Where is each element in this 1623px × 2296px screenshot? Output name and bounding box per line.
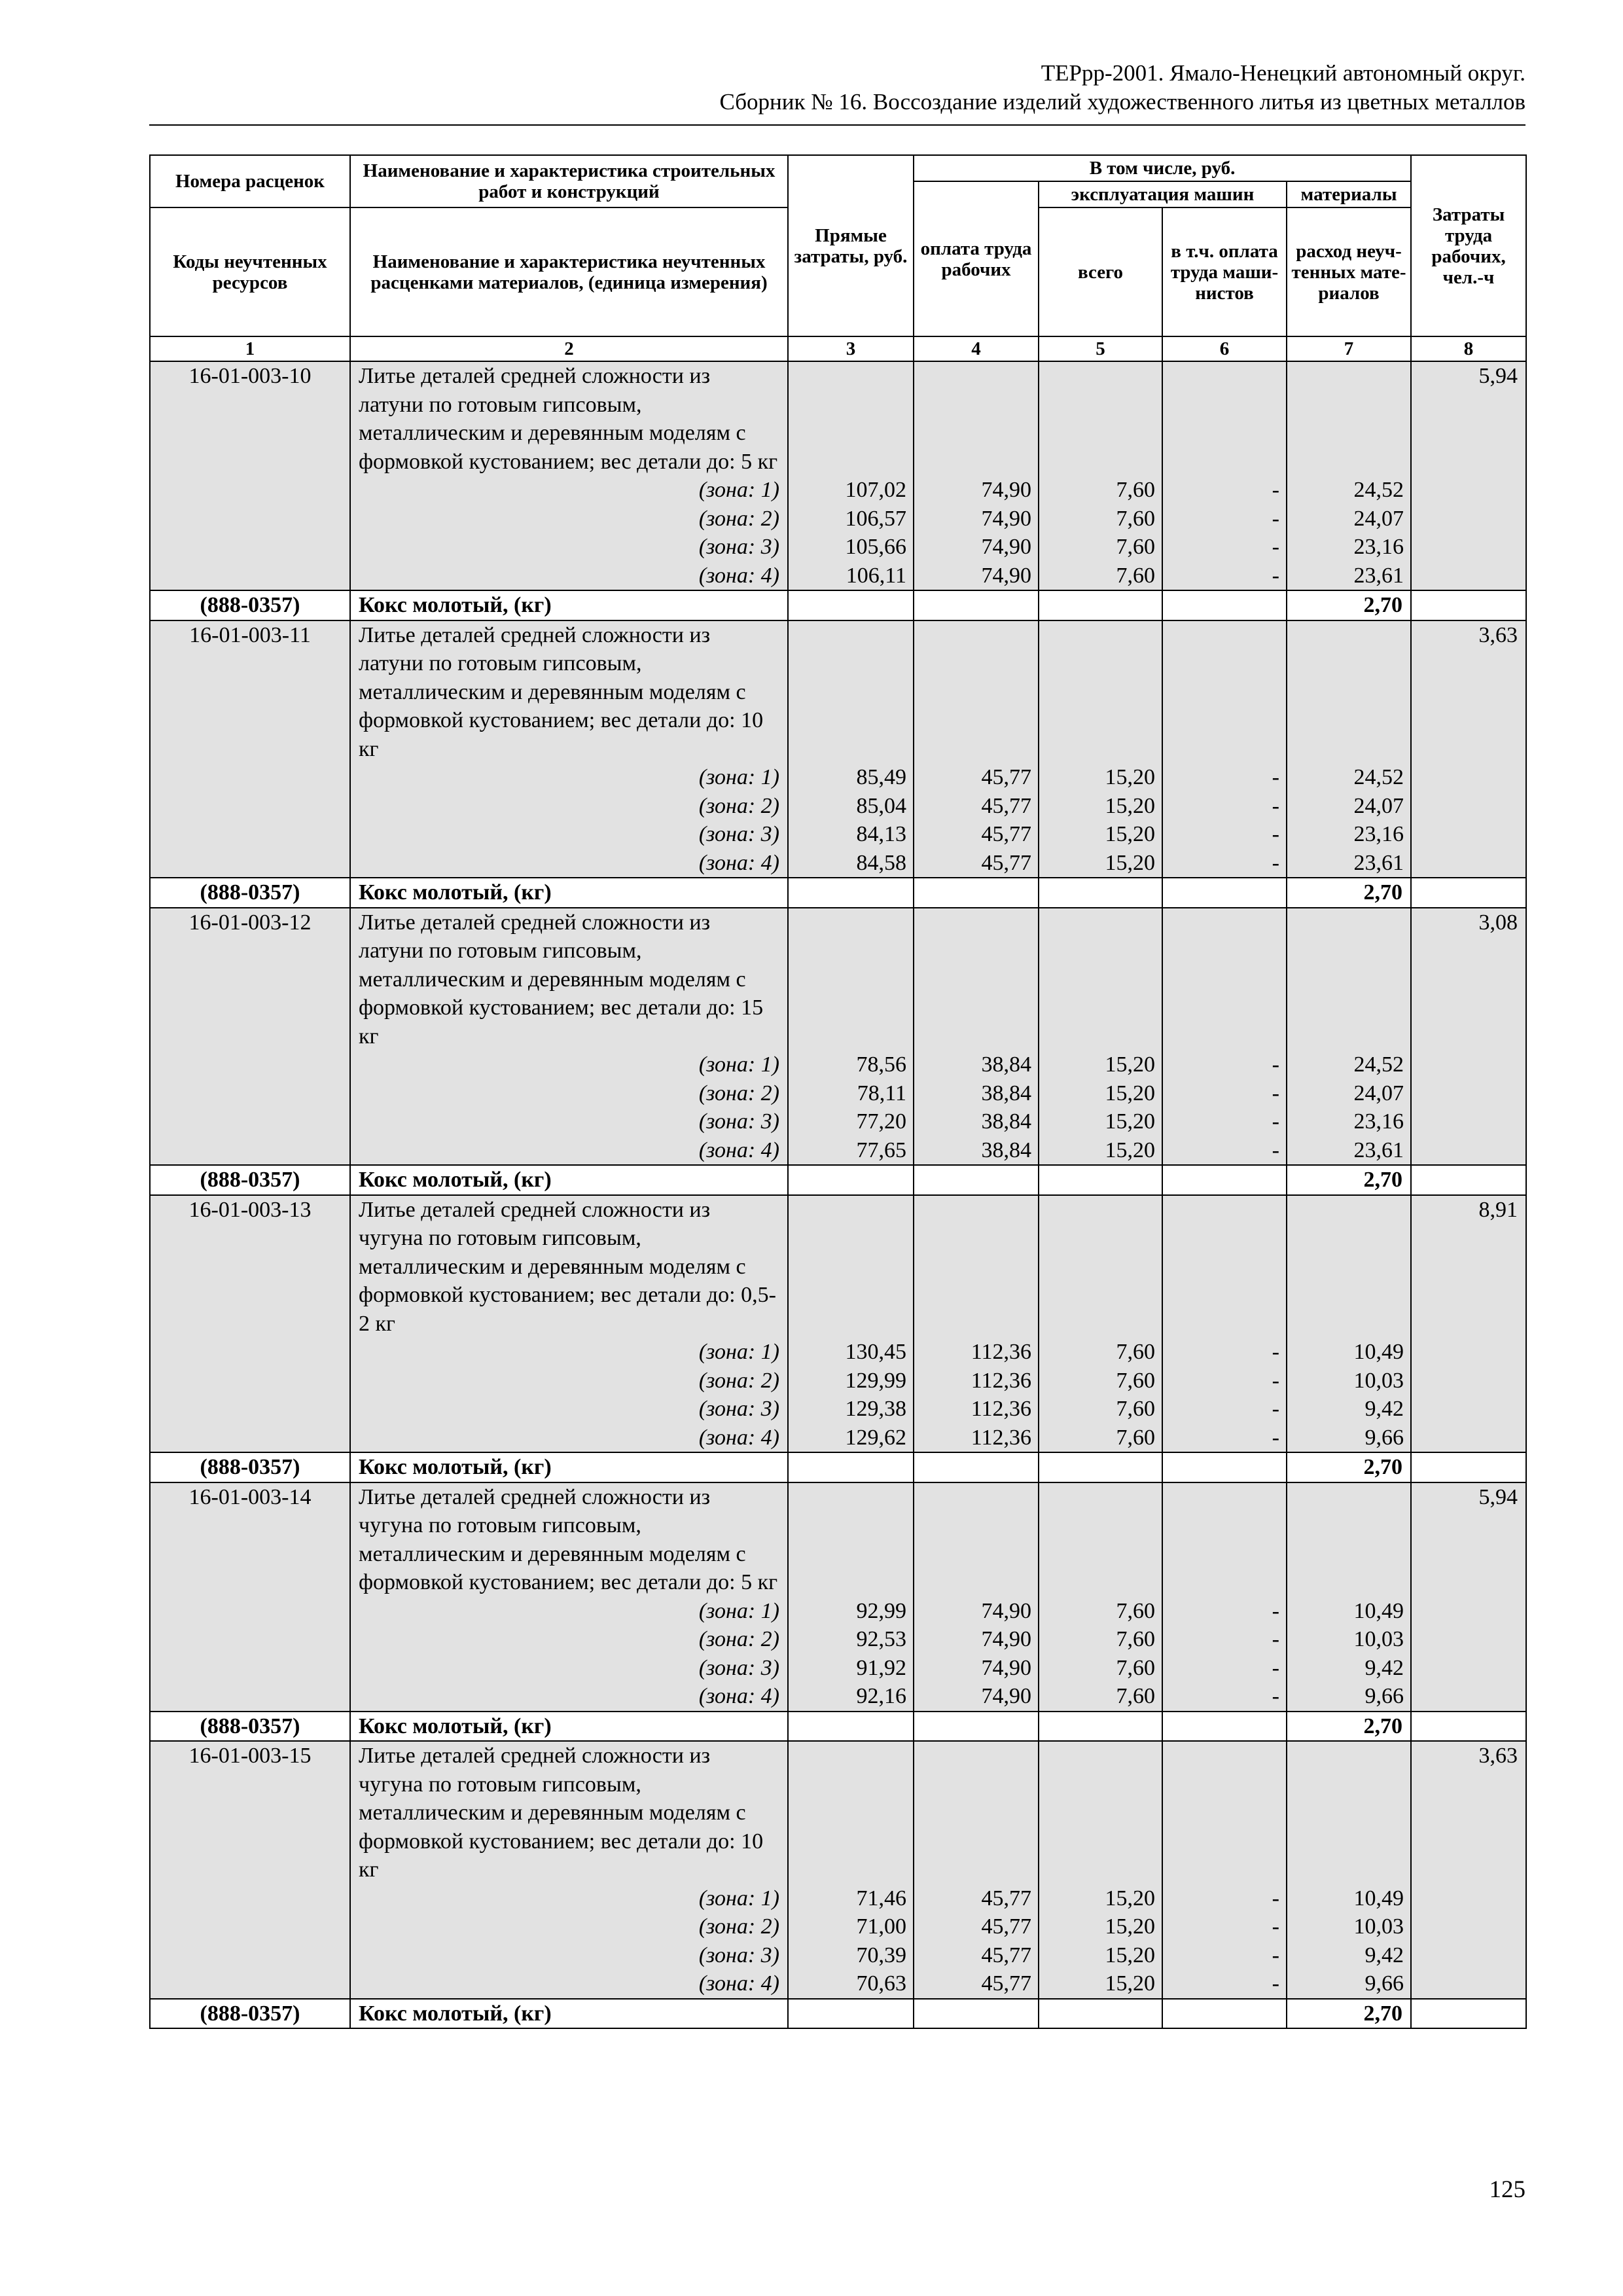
rate-row [150, 908, 1526, 1166]
labor-hours: 3,63 [1411, 1741, 1526, 1999]
empty-cell [1411, 1999, 1526, 2029]
col-number: 4 [914, 336, 1039, 361]
labor-pay: 112,36 [971, 1368, 1031, 1393]
empty-cell [1039, 1165, 1162, 1195]
machinist-pay: - [1272, 1397, 1279, 1421]
direct-cost: 91,92 [856, 1655, 906, 1680]
materials: 9,66 [1364, 1971, 1404, 1996]
machinist-pay-cell [1162, 1482, 1287, 1712]
empty-cell [914, 590, 1039, 620]
machinist-pay: - [1272, 822, 1279, 846]
resource-row [150, 1165, 1526, 1195]
resource-quantity: 2,70 [1287, 1999, 1411, 2029]
empty-cell [1162, 1712, 1287, 1742]
labor-pay: 112,36 [971, 1340, 1031, 1364]
machine-total-cell [1039, 361, 1162, 590]
rate-code: 16-01-003-12 [150, 908, 350, 1166]
zone-label: (зона: 4) [698, 1971, 779, 1996]
table-head [150, 155, 1526, 361]
materials: 23,61 [1353, 563, 1404, 588]
resource-code: (888-0357) [150, 1999, 350, 2029]
empty-cell [914, 1165, 1039, 1195]
resource-code: (888-0357) [150, 1452, 350, 1482]
resource-name: Кокс молотый, (кг) [350, 1999, 788, 2029]
machine-total: 7,60 [1116, 1397, 1155, 1421]
rate-description-cell [350, 908, 788, 1166]
zone-label: (зона: 3) [698, 535, 779, 559]
labor-pay: 38,84 [981, 1081, 1031, 1105]
materials-cell [1287, 1482, 1411, 1712]
rate-code: 16-01-003-15 [150, 1741, 350, 1999]
labor-pay: 45,77 [981, 793, 1031, 818]
empty-cell [788, 1712, 914, 1742]
machine-total: 7,60 [1116, 1598, 1155, 1623]
direct-cost: 106,11 [846, 563, 906, 588]
header-line-2: Сборник № 16. Воссоздание изделий художественного литья из цветных металлов [719, 89, 1525, 115]
materials: 24,07 [1353, 1081, 1404, 1105]
materials: 10,03 [1353, 1914, 1404, 1939]
col-number: 7 [1287, 336, 1411, 361]
labor-pay: 45,77 [981, 1886, 1031, 1910]
materials: 23,16 [1353, 535, 1404, 559]
zone-label: (зона: 4) [698, 1425, 779, 1450]
direct-cost: 77,65 [856, 1138, 906, 1162]
materials: 24,52 [1353, 1052, 1404, 1077]
empty-cell [1162, 1165, 1287, 1195]
machinist-pay: - [1272, 1627, 1279, 1651]
labor-pay: 45,77 [981, 1943, 1031, 1967]
direct-cost: 71,46 [856, 1886, 906, 1910]
zone-label: (зона: 3) [698, 1109, 779, 1134]
machinist-pay-cell [1162, 361, 1287, 590]
rate-description: Литье деталей средней сложности из латуни по готовым гипсовым, металлическим и деревянным моделям с формовкой кустованием; вес детали до: 15 кг [359, 910, 764, 1049]
labor-pay: 45,77 [981, 822, 1031, 846]
empty-cell [1411, 878, 1526, 908]
zone-label: (зона: 2) [698, 793, 779, 818]
machinist-pay-cell [1162, 908, 1287, 1166]
empty-cell [914, 1999, 1039, 2029]
direct-cost: 78,11 [857, 1081, 906, 1105]
resource-name: Кокс молотый, (кг) [350, 1452, 788, 1482]
materials: 9,66 [1364, 1425, 1404, 1450]
zone-label: (зона: 2) [698, 1368, 779, 1393]
rate-row [150, 1482, 1526, 1712]
labor-pay: 74,90 [981, 506, 1031, 531]
materials: 9,42 [1364, 1943, 1404, 1967]
machine-total: 15,20 [1105, 1914, 1155, 1939]
machine-total: 15,20 [1105, 1971, 1155, 1996]
direct-cost: 92,99 [856, 1598, 906, 1623]
empty-cell [1162, 590, 1287, 620]
labor-pay-cell [914, 620, 1039, 878]
direct-cost: 106,57 [845, 506, 906, 531]
machine-total: 7,60 [1116, 1340, 1155, 1364]
zone-label: (зона: 2) [698, 1081, 779, 1105]
labor-pay: 74,90 [981, 1627, 1031, 1651]
resource-row [150, 878, 1526, 908]
empty-cell [1411, 590, 1526, 620]
direct-cost: 107,02 [845, 478, 906, 502]
machine-total: 7,60 [1116, 506, 1155, 531]
materials: 24,52 [1353, 765, 1404, 789]
machine-total-cell [1039, 908, 1162, 1166]
resource-name: Кокс молотый, (кг) [350, 1165, 788, 1195]
th-direct-costs: Прямые затраты, руб. [788, 155, 914, 336]
machine-total: 7,60 [1116, 1368, 1155, 1393]
rate-description: Литье деталей средней сложности из латуни по готовым гипсовым, металлическим и деревянным моделям с формовкой кустованием; вес детали до: 5 кг [359, 364, 778, 474]
th-resource-codes: Коды неучтенных ресурсов [150, 207, 350, 336]
labor-pay: 74,90 [981, 1655, 1031, 1680]
machinist-pay: - [1272, 1138, 1279, 1162]
direct-cost: 84,13 [856, 822, 906, 846]
machinist-pay: - [1272, 506, 1279, 531]
labor-pay: 38,84 [981, 1138, 1031, 1162]
zone-label: (зона: 1) [698, 1340, 779, 1364]
materials-cell [1287, 908, 1411, 1166]
machinist-pay: - [1272, 1971, 1279, 1996]
page-number: 125 [1489, 2176, 1525, 2203]
empty-cell [1039, 1712, 1162, 1742]
direct-cost-cell [788, 620, 914, 878]
resource-code: (888-0357) [150, 590, 350, 620]
labor-pay-cell [914, 1482, 1039, 1712]
rate-code: 16-01-003-13 [150, 1195, 350, 1453]
machine-total: 15,20 [1105, 1886, 1155, 1910]
zone-label: (зона: 2) [698, 1627, 779, 1651]
machine-total: 15,20 [1105, 1138, 1155, 1162]
materials: 24,07 [1353, 793, 1404, 818]
machinist-pay: - [1272, 478, 1279, 502]
direct-cost: 85,04 [856, 793, 906, 818]
direct-cost: 129,62 [845, 1425, 906, 1450]
zone-label: (зона: 3) [698, 1655, 779, 1680]
machinist-pay: - [1272, 793, 1279, 818]
zone-label: (зона: 3) [698, 1943, 779, 1967]
zone-label: (зона: 2) [698, 506, 779, 531]
machine-total: 7,60 [1116, 1627, 1155, 1651]
direct-cost: 92,16 [856, 1684, 906, 1708]
materials: 10,49 [1353, 1340, 1404, 1364]
zone-label: (зона: 1) [698, 1886, 779, 1910]
zone-label: (зона: 4) [698, 563, 779, 588]
labor-hours: 5,94 [1411, 361, 1526, 590]
empty-cell [1411, 1165, 1526, 1195]
materials: 10,49 [1353, 1598, 1404, 1623]
machine-total: 7,60 [1116, 1425, 1155, 1450]
rate-row [150, 620, 1526, 878]
machine-total: 15,20 [1105, 793, 1155, 818]
empty-cell [1162, 878, 1287, 908]
empty-cell [788, 1165, 914, 1195]
machine-total: 15,20 [1105, 850, 1155, 875]
rate-code: 16-01-003-11 [150, 620, 350, 878]
rate-description: Литье деталей средней сложности из латуни по готовым гипсовым, металлическим и деревянным моделям с формовкой кустованием; вес детали до: 10 кг [359, 622, 764, 761]
header-rule [149, 124, 1525, 126]
resource-quantity: 2,70 [1287, 1452, 1411, 1482]
col-number: 2 [350, 336, 788, 361]
machine-total: 15,20 [1105, 1081, 1155, 1105]
labor-pay: 45,77 [981, 850, 1031, 875]
labor-pay: 45,77 [981, 1914, 1031, 1939]
machine-total-cell [1039, 1741, 1162, 1999]
header-line-1: ТЕРрр-2001. Ямало-Ненецкий автономный округ. [1041, 60, 1525, 86]
labor-hours: 3,08 [1411, 908, 1526, 1166]
resource-row [150, 590, 1526, 620]
materials: 9,42 [1364, 1655, 1404, 1680]
materials-cell [1287, 361, 1411, 590]
zone-label: (зона: 4) [698, 1138, 779, 1162]
empty-cell [1162, 1452, 1287, 1482]
zone-label: (зона: 2) [698, 1914, 779, 1939]
labor-pay: 74,90 [981, 1684, 1031, 1708]
th-including: В том числе, руб. [914, 155, 1411, 181]
direct-cost: 105,66 [845, 535, 906, 559]
labor-pay: 74,90 [981, 535, 1031, 559]
machine-total: 7,60 [1116, 478, 1155, 502]
th-machine-ops: эксплуатация машин [1039, 181, 1287, 207]
labor-pay: 45,77 [981, 1971, 1031, 1996]
zone-label: (зона: 1) [698, 478, 779, 502]
direct-cost-cell [788, 361, 914, 590]
machine-total: 7,60 [1116, 563, 1155, 588]
resource-code: (888-0357) [150, 1165, 350, 1195]
direct-cost: 85,49 [856, 765, 906, 789]
materials: 24,52 [1353, 478, 1404, 502]
resource-name: Кокс молотый, (кг) [350, 1712, 788, 1742]
rate-description: Литье деталей средней сложности из чугуна по готовым гипсовым, металлическим и деревянным моделям с формовкой кустованием; вес детали до: 0,5-2 кг [359, 1197, 776, 1336]
materials: 10,03 [1353, 1627, 1404, 1651]
machinist-pay-cell [1162, 1741, 1287, 1999]
empty-cell [788, 1999, 914, 2029]
labor-pay-cell [914, 361, 1039, 590]
resource-name: Кокс молотый, (кг) [350, 878, 788, 908]
resource-row [150, 1999, 1526, 2029]
machine-total: 15,20 [1105, 1109, 1155, 1134]
rate-description-cell [350, 1741, 788, 1999]
empty-cell [1039, 590, 1162, 620]
rate-code: 16-01-003-14 [150, 1482, 350, 1712]
machinist-pay: - [1272, 1684, 1279, 1708]
zone-label: (зона: 3) [698, 822, 779, 846]
empty-cell [1039, 878, 1162, 908]
direct-cost: 71,00 [856, 1914, 906, 1939]
machinist-pay: - [1272, 1914, 1279, 1939]
direct-cost: 129,99 [845, 1368, 906, 1393]
direct-cost: 92,53 [856, 1627, 906, 1651]
empty-cell [914, 878, 1039, 908]
machinist-pay: - [1272, 1425, 1279, 1450]
machinist-pay: - [1272, 1943, 1279, 1967]
labor-pay: 38,84 [981, 1052, 1031, 1077]
machinist-pay: - [1272, 850, 1279, 875]
machinist-pay-cell [1162, 620, 1287, 878]
machine-total-cell [1039, 1482, 1162, 1712]
materials: 9,66 [1364, 1684, 1404, 1708]
rate-row [150, 361, 1526, 590]
labor-pay: 74,90 [981, 563, 1031, 588]
col-number: 8 [1411, 336, 1526, 361]
labor-hours: 5,94 [1411, 1482, 1526, 1712]
rate-description-cell [350, 620, 788, 878]
machinist-pay: - [1272, 1052, 1279, 1077]
th-machinist-pay: в т.ч. оплата труда маши-нистов [1162, 207, 1287, 336]
materials-cell [1287, 620, 1411, 878]
rate-code: 16-01-003-10 [150, 361, 350, 590]
labor-pay: 38,84 [981, 1109, 1031, 1134]
labor-pay-cell [914, 1195, 1039, 1453]
materials: 23,16 [1353, 1109, 1404, 1134]
col-number: 6 [1162, 336, 1287, 361]
materials-cell [1287, 1195, 1411, 1453]
materials-cell [1287, 1741, 1411, 1999]
th-material-name: Наименование и характеристика неучтенных расценками материалов, (единица измерения) [350, 207, 788, 336]
machinist-pay-cell [1162, 1195, 1287, 1453]
rate-description-cell [350, 1195, 788, 1453]
direct-cost: 77,20 [856, 1109, 906, 1134]
th-machine-total: всего [1039, 207, 1162, 336]
direct-cost: 70,63 [856, 1971, 906, 1996]
labor-pay: 74,90 [981, 1598, 1031, 1623]
machinist-pay: - [1272, 765, 1279, 789]
machinist-pay: - [1272, 535, 1279, 559]
direct-cost-cell [788, 1482, 914, 1712]
rate-description-cell [350, 361, 788, 590]
resource-quantity: 2,70 [1287, 1712, 1411, 1742]
resource-row [150, 1452, 1526, 1482]
zone-label: (зона: 3) [698, 1397, 779, 1421]
empty-cell [1039, 1999, 1162, 2029]
labor-pay: 112,36 [971, 1425, 1031, 1450]
machine-total: 7,60 [1116, 535, 1155, 559]
machinist-pay: - [1272, 1368, 1279, 1393]
machine-total-cell [1039, 1195, 1162, 1453]
th-rate-numbers: Номера расценок [150, 155, 350, 207]
resource-row [150, 1712, 1526, 1742]
col-number: 1 [150, 336, 350, 361]
direct-cost: 130,45 [845, 1340, 906, 1364]
machine-total: 7,60 [1116, 1684, 1155, 1708]
rates-table [149, 154, 1527, 2029]
machine-total: 7,60 [1116, 1655, 1155, 1680]
machine-total: 15,20 [1105, 822, 1155, 846]
direct-cost: 78,56 [856, 1052, 906, 1077]
zone-label: (зона: 4) [698, 850, 779, 875]
direct-cost-cell [788, 1195, 914, 1453]
machine-total: 15,20 [1105, 1052, 1155, 1077]
zone-label: (зона: 4) [698, 1684, 779, 1708]
resource-quantity: 2,70 [1287, 590, 1411, 620]
rate-description: Литье деталей средней сложности из чугуна по готовым гипсовым, металлическим и деревянным моделям с формовкой кустованием; вес детали до: 10 кг [359, 1744, 764, 1882]
machinist-pay: - [1272, 1598, 1279, 1623]
materials: 10,03 [1353, 1368, 1404, 1393]
machinist-pay: - [1272, 1340, 1279, 1364]
resource-code: (888-0357) [150, 1712, 350, 1742]
resource-name: Кокс молотый, (кг) [350, 590, 788, 620]
empty-cell [1162, 1999, 1287, 2029]
rate-row [150, 1741, 1526, 1999]
machinist-pay: - [1272, 1655, 1279, 1680]
empty-cell [788, 590, 914, 620]
zone-label: (зона: 1) [698, 765, 779, 789]
col-number: 5 [1039, 336, 1162, 361]
labor-pay: 112,36 [971, 1397, 1031, 1421]
direct-cost-cell [788, 908, 914, 1166]
table-body [150, 361, 1526, 2028]
materials: 24,07 [1353, 506, 1404, 531]
resource-quantity: 2,70 [1287, 1165, 1411, 1195]
machinist-pay: - [1272, 1886, 1279, 1910]
labor-pay-cell [914, 1741, 1039, 1999]
th-labor-costs: Затраты труда рабочих, чел.-ч [1411, 155, 1526, 336]
direct-cost: 70,39 [856, 1943, 906, 1967]
zone-label: (зона: 1) [698, 1052, 779, 1077]
running-header [719, 59, 1525, 117]
materials: 23,16 [1353, 822, 1404, 846]
th-work-name: Наименование и характеристика строительных работ и конструкций [350, 155, 788, 207]
empty-cell [788, 878, 914, 908]
th-labor-pay: оплата труда рабочих [914, 181, 1039, 336]
col-number: 3 [788, 336, 914, 361]
empty-cell [914, 1712, 1039, 1742]
empty-cell [914, 1452, 1039, 1482]
labor-hours: 8,91 [1411, 1195, 1526, 1453]
machine-total: 15,20 [1105, 1943, 1155, 1967]
th-unaccounted-consumption: расход неуч-тенных мате-риалов [1287, 207, 1411, 336]
empty-cell [788, 1452, 914, 1482]
labor-hours: 3,63 [1411, 620, 1526, 878]
th-materials: материалы [1287, 181, 1411, 207]
rate-description-cell [350, 1482, 788, 1712]
direct-cost: 84,58 [856, 850, 906, 875]
empty-cell [1411, 1452, 1526, 1482]
machinist-pay: - [1272, 563, 1279, 588]
machinist-pay: - [1272, 1109, 1279, 1134]
labor-pay: 74,90 [981, 478, 1031, 502]
rate-description: Литье деталей средней сложности из чугуна по готовым гипсовым, металлическим и деревянным моделям с формовкой кустованием; вес детали до: 5 кг [359, 1484, 778, 1594]
resource-quantity: 2,70 [1287, 878, 1411, 908]
empty-cell [1411, 1712, 1526, 1742]
rate-row [150, 1195, 1526, 1453]
resource-code: (888-0357) [150, 878, 350, 908]
machine-total-cell [1039, 620, 1162, 878]
materials: 9,42 [1364, 1397, 1404, 1421]
zone-label: (зона: 1) [698, 1598, 779, 1623]
materials: 23,61 [1353, 850, 1404, 875]
labor-pay-cell [914, 908, 1039, 1166]
direct-cost-cell [788, 1741, 914, 1999]
empty-cell [1039, 1452, 1162, 1482]
machine-total: 15,20 [1105, 765, 1155, 789]
materials: 23,61 [1353, 1138, 1404, 1162]
direct-cost: 129,38 [845, 1397, 906, 1421]
machinist-pay: - [1272, 1081, 1279, 1105]
labor-pay: 45,77 [981, 765, 1031, 789]
materials: 10,49 [1353, 1886, 1404, 1910]
